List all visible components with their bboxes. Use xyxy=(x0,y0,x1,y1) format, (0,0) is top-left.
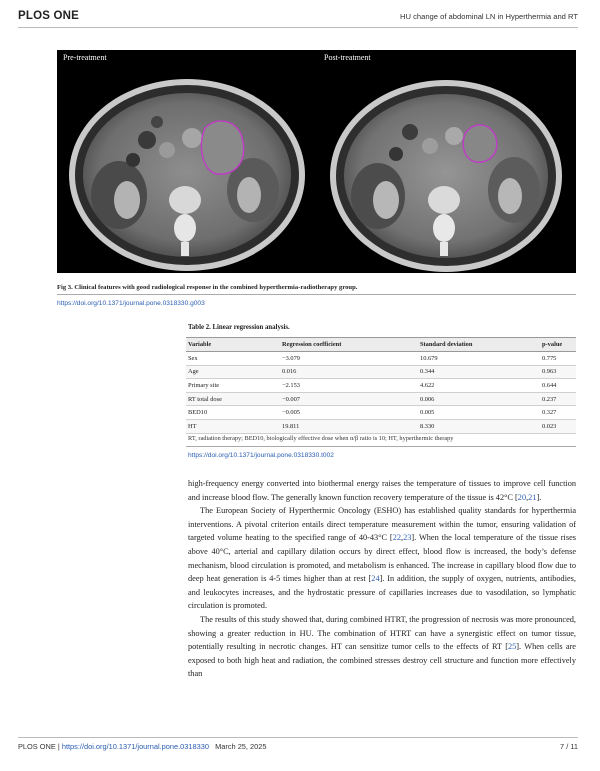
footer-divider xyxy=(18,737,578,738)
table-header-row xyxy=(186,338,576,352)
cell-pvalue: 0.023 xyxy=(540,419,576,433)
table-caption: Table 2. Linear regression analysis. xyxy=(188,324,290,331)
cell-variable: Age xyxy=(186,365,280,379)
cell-pvalue: 0.237 xyxy=(540,392,576,406)
paragraph xyxy=(188,504,576,613)
cell-coefficient: 19.811 xyxy=(280,419,418,433)
table-row xyxy=(186,365,576,379)
table-footnote: RT, radiation therapy; BED10, biologically effective dose when α/β ratio is 10; HT, hyperthermic therapy xyxy=(188,435,454,442)
cell-coefficient: −2.153 xyxy=(280,379,418,393)
cell-sd: 10.679 xyxy=(418,352,540,366)
table-divider xyxy=(186,446,576,447)
cell-coefficient: 0.016 xyxy=(280,365,418,379)
table-row xyxy=(186,392,576,406)
footer-citation xyxy=(18,742,266,751)
journal-logo: PLOS ONE xyxy=(18,10,80,22)
cell-sd: 0.005 xyxy=(418,406,540,420)
cell-coefficient: −3.079 xyxy=(280,352,418,366)
paragraph xyxy=(188,613,576,681)
table-doi-link[interactable]: https://doi.org/10.1371/journal.pone.0318330.t002 xyxy=(188,452,334,459)
text-run: The results of this study showed that, during combined HTRT, the progression of necrosis was more pronounced, showing a greater reduction in HU. The combination of HTRT can have a synergistic effect on tumor tissue, potentially resulting in necrotic changes. HT can sensitize tumor cells to the effects of RT [ xyxy=(188,614,576,652)
panel-label-pre: Pre-treatment xyxy=(63,53,107,62)
figure-divider xyxy=(57,294,576,295)
cell-sd: 0.344 xyxy=(418,365,540,379)
figure-3 xyxy=(57,50,576,273)
cell-sd: 4.622 xyxy=(418,379,540,393)
citation-link[interactable]: 21 xyxy=(528,492,537,502)
cell-variable: HT xyxy=(186,419,280,433)
cell-sd: 0.006 xyxy=(418,392,540,406)
paragraph xyxy=(188,477,576,504)
cell-variable: RT total dose xyxy=(186,392,280,406)
figure-label: Fig 3. xyxy=(57,284,73,291)
footer-journal: PLOS ONE xyxy=(18,742,56,751)
col-header-sd: Standard deviation xyxy=(418,338,540,352)
text-run: ]. When the local temperature of the tissue rises above 40°C, arterial and capillary dilation occurs by direct effect, blood flow is increased, the body’s defense mechanism, blood circulation is promoted, and metabolism is enhanced. The increase in capillary blood flow due to deep heat generation is 4-5 times higher than at rest [ xyxy=(188,533,576,584)
cell-variable: Primary site xyxy=(186,379,280,393)
col-header-coefficient: Regression coefficient xyxy=(280,338,418,352)
col-header-variable: Variable xyxy=(186,338,280,352)
cell-pvalue: 0.644 xyxy=(540,379,576,393)
body-text xyxy=(188,477,576,681)
text-run: , xyxy=(401,533,404,543)
regression-table xyxy=(186,337,576,434)
figure-doi-link[interactable]: https://doi.org/10.1371/journal.pone.0318330.g003 xyxy=(57,300,205,307)
text-run: , xyxy=(526,492,529,502)
table-row xyxy=(186,379,576,393)
lesion-outline xyxy=(201,121,243,174)
page-number: 7 / 11 xyxy=(560,742,578,751)
table-row xyxy=(186,419,576,433)
header-divider xyxy=(18,27,578,28)
text-run: The European Society of Hyperthermic Oncology (ESHO) has established quality standards for hyperthermia interventions. A pivotal criterion entails direct temperature measurement within the tumor, ensuring validation of targeted volume heating to the specified range of 40-43°C [ xyxy=(188,506,576,543)
citation-link[interactable]: 23 xyxy=(403,533,412,543)
running-title: HU change of abdominal LN in Hyperthermia and RT xyxy=(400,12,578,21)
footer-date: March 25, 2025 xyxy=(215,742,267,751)
cell-variable: Sex xyxy=(186,352,280,366)
figure-caption xyxy=(57,284,357,291)
citation-link[interactable]: 25 xyxy=(508,642,517,652)
citation-link[interactable]: 24 xyxy=(371,574,380,584)
cell-pvalue: 0.963 xyxy=(540,365,576,379)
table-row xyxy=(186,406,576,420)
ct-scan-post-treatment xyxy=(318,50,576,273)
citation-link[interactable]: 22 xyxy=(392,533,401,543)
cell-coefficient: −0.005 xyxy=(280,406,418,420)
text-run: high-frequency energy converted into biothermal energy raises the temperature of tissues to improve cell function and increase blood flow. The generally known function recovery temperature of the tissue is 42°C [ xyxy=(188,479,576,502)
text-run: ]. In addition, the supply of oxygen, nutrients, antibodies, and leukocytes increases, and the hydrostatic pressure of capillaries increases due to vasodilation, so lymphatic circulation is promoted. xyxy=(188,574,576,611)
text-run: ]. When cells are exposed to both high heat and radiation, the combined stresses destroy cell structure and function more effectively than xyxy=(188,642,576,679)
cell-coefficient: −0.007 xyxy=(280,392,418,406)
footer-doi-link[interactable]: https://doi.org/10.1371/journal.pone.0318330 xyxy=(61,742,209,751)
cell-pvalue: 0.775 xyxy=(540,352,576,366)
ct-scan-pre-treatment xyxy=(57,50,315,273)
table-row xyxy=(186,352,576,366)
col-header-pvalue: p-value xyxy=(540,338,576,352)
figure-caption-text: Clinical features with good radiological response in the combined hyperthermia-radiotherapy group. xyxy=(74,284,358,291)
citation-link[interactable]: 20 xyxy=(517,492,527,502)
cell-variable: BED10 xyxy=(186,406,280,420)
panel-label-post: Post-treatment xyxy=(324,53,371,62)
cell-pvalue: 0.327 xyxy=(540,406,576,420)
footer-separator: | xyxy=(55,742,62,751)
text-run: ]. xyxy=(536,492,542,502)
lesion-outline xyxy=(463,125,497,162)
cell-sd: 8.330 xyxy=(418,419,540,433)
